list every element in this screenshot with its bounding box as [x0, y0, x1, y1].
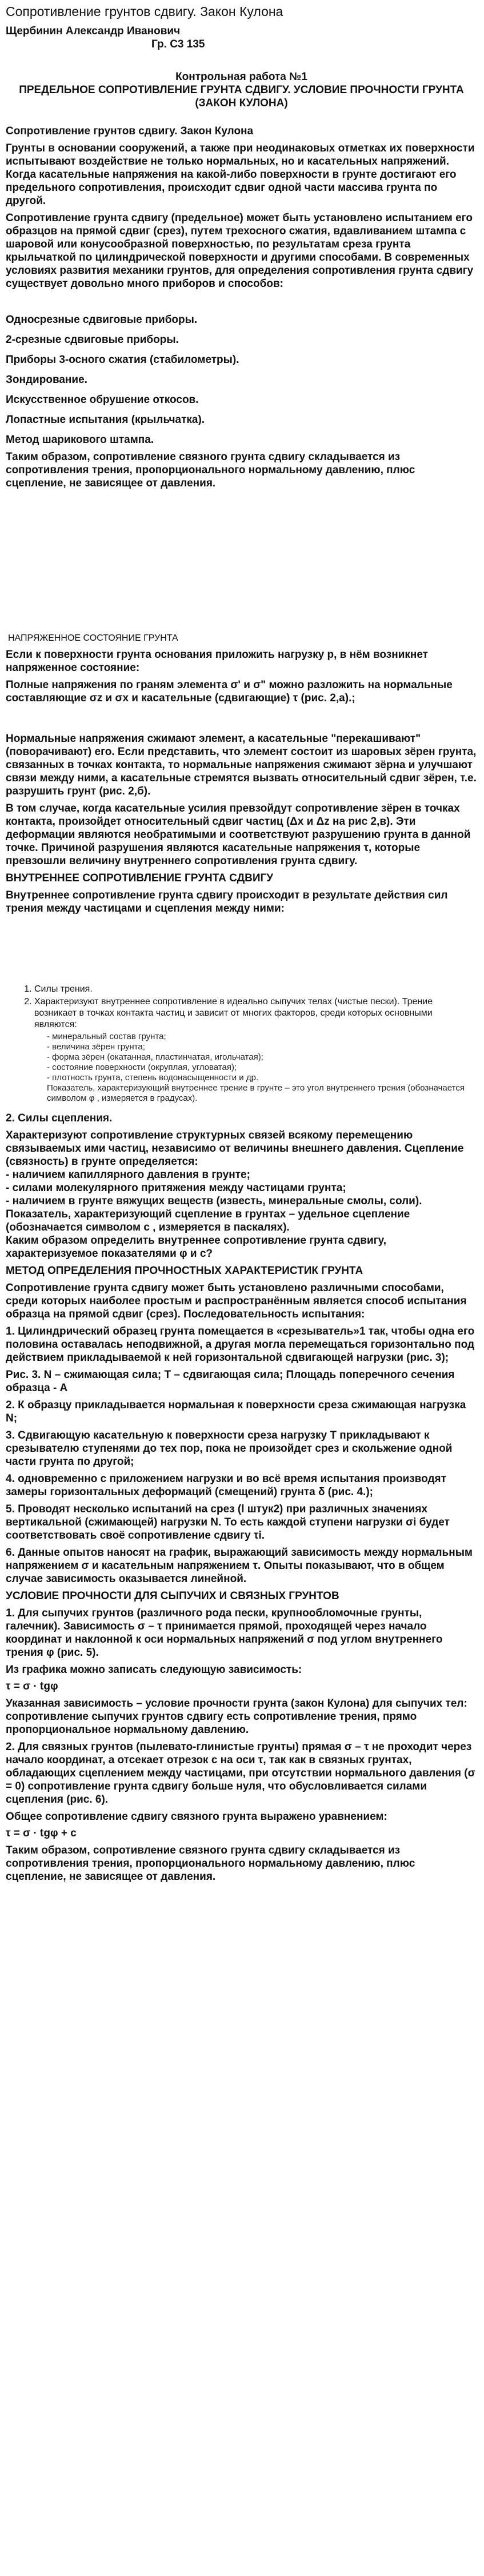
list-item: 2. Характеризуют внутреннее сопротивление в идеально сыпучих телах (чистые пески). Трение возникает в точках контакта частиц и зависит от многих факторов, среди которых основными являются: — [34, 996, 477, 1031]
list-item: - наличием в грунте вяжущих веществ (известь, минеральные смолы, соли). — [6, 1195, 422, 1207]
paragraph: В том случае, когда касательные усилия превзойдут сопротивление зёрен в точках контакта, произойдет относительный сдвиг частиц (Δx и Δz на рис 2,в). Эти деформации являются необратимыми и соответствуют разрушению грунта в данной точке. Причиной разрушения являются касательные напряжения τ, которые превзошли величину внутреннего сопротивления грунта сдвигу. — [6, 802, 471, 867]
paragraph: Таким образом, сопротивление связного грунта сдвигу складывается из сопротивления трения, пропорционального нормальному давлению, плюс сцепление, не зависящее от давления. — [6, 451, 415, 489]
list-item: - наличием капиллярного давления в грунте; — [6, 1169, 250, 1181]
paragraph: Сопротивление грунта сдвигу может быть установлено различными способами, среди которых наиболее простым и распространённым является способ испытания образца на прямой сдвиг (срез). Последовательность испытания: — [6, 1282, 467, 1320]
image-placeholder — [6, 915, 477, 984]
list-item: Искусственное обрушение откосов. — [6, 394, 199, 406]
paragraph: Указанная зависимость – условие прочности грунта (закон Кулона) для сыпучих тел: сопротивление сыпучих грунтов сдвигу есть сопротивление трения, прямо пропорциональное нормальному давлению. — [6, 1698, 467, 1736]
list-item: 3. Сдвигающую касательную к поверхности среза нагрузку T прикладывают к срезывателю ступенями до тех пор, пока не произойдет срез и скольжение одной части грунта по другой; — [6, 1429, 453, 1468]
section-heading-strength-condition: УСЛОВИЕ ПРОЧНОСТИ ДЛЯ СЫПУЧИХ И СВЯЗНЫХ ГРУНТОВ — [6, 1590, 339, 1602]
paragraph: 2. Для связных грунтов (пылевато-глинистые грунты) прямая σ – τ не проходит через начало координат, а отсекает отрезок с на оси τ, так как в связных грунтах, обладающих сцеплением между частицами, при отсутствии нормального давления (σ = 0) сопротивление грунта сдвигу больше нуля, что обусловливается силами сцепления (рис. 6). — [6, 1741, 475, 1806]
paragraph: Общее сопротивление сдвигу связного грунта выражено уравнением: — [6, 1811, 387, 1823]
section-heading-shear-resistance: Сопротивление грунтов сдвигу. Закон Кулона — [6, 125, 254, 137]
paragraph: Таким образом, сопротивление связного грунта сдвигу складывается из сопротивления трения, пропорционального нормальному давлению, плюс сцепление, не зависящее от давления. — [6, 1844, 415, 1883]
image-placeholder — [6, 490, 477, 633]
paragraph: 1. Для сыпучих грунтов (различного рода пески, крупнообломочные грунты, галечник). Зависимость σ – τ принимается прямой, проходящей через начало координат и наклонной к оси нормальных напряжений σ под углом внутреннего трения φ (рис. 5). — [6, 1607, 443, 1659]
main-heading: ПРЕДЕЛЬНОЕ СОПРОТИВЛЕНИЕ ГРУНТА СДВИГУ. УСЛОВИЕ ПРОЧНОСТИ ГРУНТА (ЗАКОН КУЛОНА) — [19, 84, 464, 109]
paragraph: Характеризуют сопротивление структурных связей всякому перемещению связываемых ими частиц, независимо от величины внешнего давления. Сцепление (связность) в грунте определяется: — [6, 1129, 464, 1168]
paragraph: Полные напряжения по граням элемента σ' и σ" можно разложить на нормальные составляющие σz и σx и касательные (сдвигающие) τ (рис. 2,а).; — [6, 679, 453, 704]
list-item: - состояние поверхности (окруплая, угловатая); — [47, 1063, 237, 1072]
paragraph: Грунты в основании сооружений, а также при неодинаковых отметках их поверхности испытывают воздействие не только нормальных, но и касательных напряжений. Когда касательные напряжения на какой-либо поверхности в грунте достигают его предельного сопротивления, происходит сдвиг одной части массива грунта по другой. — [6, 142, 475, 207]
paragraph: Каким образом определить внутреннее сопротивление грунта сдвигу, характеризуемое показателями φ и с? — [6, 1235, 386, 1260]
author-name: Щербинин Александр Иванович — [6, 25, 181, 37]
list-item: - величина зёрен грунта; — [47, 1042, 145, 1052]
list-item: 2. К образцу прикладывается нормальная к поверхности среза сжимающая нагрузка N; — [6, 1399, 466, 1424]
list-item: Зондирование. — [6, 374, 87, 386]
page-title: Сопротивление грунтов сдвигу. Закон Кулона — [6, 4, 283, 19]
friction-list — [6, 984, 477, 1031]
methods-list — [6, 313, 477, 446]
image-placeholder — [6, 705, 477, 732]
paragraph: Сопротивление грунта сдвигу (предельное) может быть установлено испытанием его образцов на прямой сдвиг (срез), путем трехосного сжатия, вдавливанием штампа с шаровой или конусообразной поверхностью, по результатам среза грунта крыльчаткой по цилиндрической поверхности и другими способами. В современных условиях развития механики грунтов, для определения сопротивления грунта сдвигу существует довольно много приборов и способов: — [6, 212, 474, 290]
section-heading-test-method: МЕТОД ОПРЕДЕЛЕНИЯ ПРОЧНОСТНЫХ ХАРАКТЕРИСТИК ГРУНТА — [6, 1265, 363, 1277]
paragraph: Из графика можно записать следующую зависимость: — [6, 1664, 302, 1676]
list-item: - минеральный состав грунта; — [47, 1032, 166, 1041]
list-item: - плотность грунта, степень водонасыщенности и др. — [47, 1073, 259, 1083]
list-item: 5. Проводят несколько испытаний на срез (l штук2) при различных значениях вертикальной (сжимающей) нагрузки N. То есть каждой ступени нагрузки σi будет соответствовать своё сопротивление сдвигу τi. — [6, 1503, 450, 1541]
section-heading-cohesion: 2. Силы сцепления. — [6, 1112, 113, 1124]
formula-coulomb-sandy: τ = σ · tgφ — [6, 1680, 58, 1692]
formula-coulomb-cohesive: τ = σ · tgφ + c — [6, 1827, 77, 1839]
figure-caption: Рис. 3. N – сжимающая сила; T – сдвигающая сила; Площадь поперечного сечения образца - A — [6, 1369, 455, 1394]
list-item: 2-срезные сдвиговые приборы. — [6, 334, 179, 346]
paragraph: Нормальные напряжения сжимают элемент, а касательные "перекашивают" (поворачивают) его. Если представить, что элемент состоит из шаровых зёрен грунта, связанных в точках контакта, то нормальные напряжения сжимают зёрна и улучшают связи между ними, а касательные стремятся вызвать относительный сдвиг зёрен, т.е. разрушить грунт (рис. 2,б). — [6, 733, 477, 797]
list-item: Односрезные сдвиговые приборы. — [6, 314, 198, 326]
factors-list — [6, 1032, 477, 1104]
list-item: - форма зёрен (окатанная, пластинчатая, игольчатая); — [47, 1052, 263, 1062]
list-item: Показатель, характеризующий внутреннее трение в грунте – это угол внутреннего трения (обозначается символом φ , измеряется в градусах). — [47, 1083, 465, 1103]
list-item: Лопастные испытания (крыльчатка). — [6, 414, 205, 426]
list-item: 4. одновременно с приложением нагрузки и во всё время испытания производят замеры горизонтальных деформаций (смещений) грунта δ (рис. 4.); — [6, 1473, 446, 1498]
group-label: Гр. С3 135 — [151, 38, 205, 50]
control-work-title: Контрольная работа №1 — [175, 71, 307, 83]
section-heading-stress-state: НАПРЯЖЕННОЕ СОСТОЯНИЕ ГРУНТА — [8, 633, 178, 643]
list-item: - силами молекулярного притяжения между частицами грунта; — [6, 1182, 346, 1194]
list-item: 1. Цилиндрический образец грунта помещается в «срезыватель»1 так, чтобы одна его половина оставалась неподвижной, а другая могла перемещаться горизонтально под действием прикладываемой к ней горизонтальной сдвигающей нагрузки (рис. 3); — [6, 1325, 475, 1364]
list-item: Приборы 3-осного сжатия (стабилометры). — [6, 354, 239, 366]
list-item: 1. Силы трения. — [34, 984, 477, 995]
paragraph: Внутреннее сопротивление грунта сдвигу происходит в результате действия сил трения между частицами и сцепления между ними: — [6, 889, 448, 914]
paragraph: Показатель, характеризующий сцепление в грунтах – удельное сцепление (обозначается символом с , измеряется в паскалях). — [6, 1208, 410, 1233]
list-item: 6. Данные опытов наносят на график, выражающий зависимость между нормальным напряжением σ и касательным напряжением τ. Опыты показывают, что в общем случае зависимость оказывается линейной. — [6, 1547, 473, 1585]
paragraph: Если к поверхности грунта основания приложить нагрузку р, в нём возникнет напряженное состояние: — [6, 649, 428, 674]
list-item: Метод шарикового штампа. — [6, 434, 154, 446]
section-heading-internal-resistance: ВНУТРЕННЕЕ СОПРОТИВЛЕНИЕ ГРУНТА СДВИГУ — [6, 872, 274, 884]
